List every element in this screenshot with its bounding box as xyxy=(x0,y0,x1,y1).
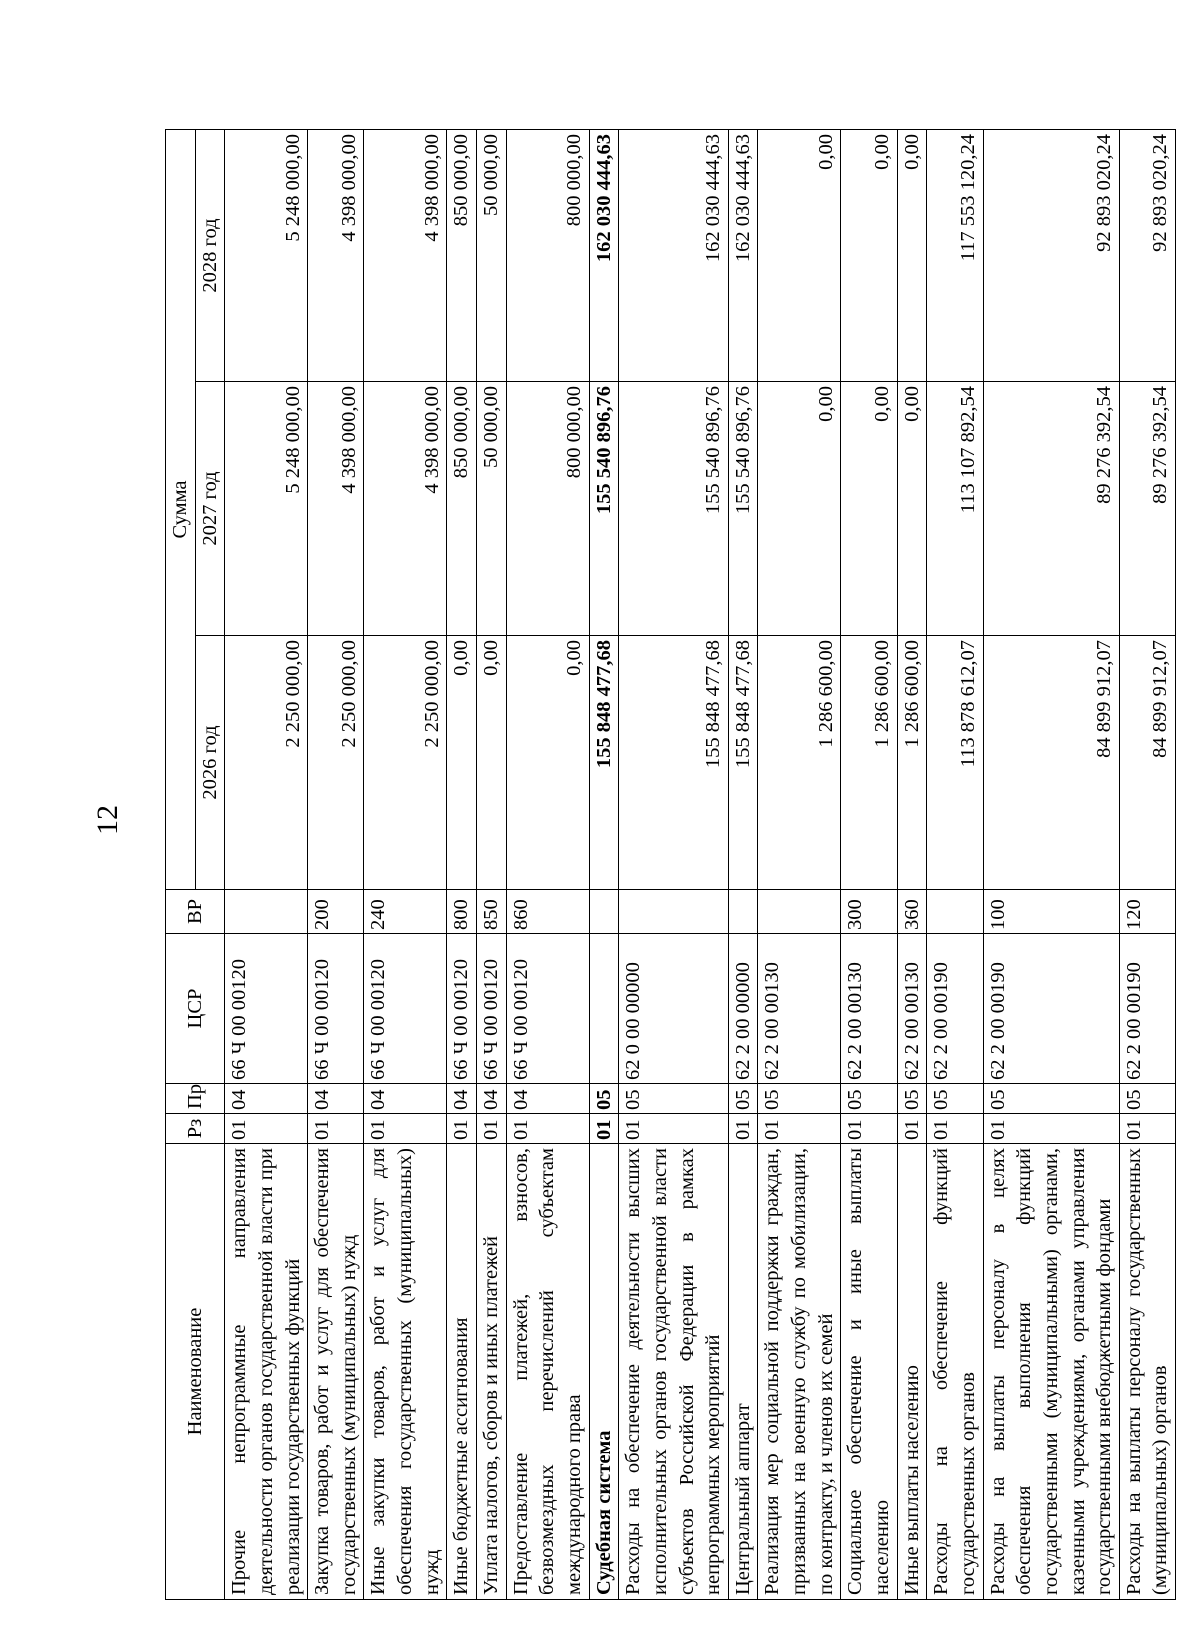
cell-2026: 155 848 477,68 xyxy=(728,636,758,890)
cell-name: Расходы на обеспечение функций государственных органов xyxy=(927,1144,983,1600)
cell-csr: 66 Ч 00 00120 xyxy=(447,934,477,1084)
cell-vr xyxy=(758,890,841,934)
header-vr: ВР xyxy=(166,890,225,934)
cell-rz: 01 xyxy=(841,1114,897,1144)
cell-vr xyxy=(619,890,729,934)
cell-2027: 800 000,00 xyxy=(506,382,589,636)
cell-csr: 62 2 00 00130 xyxy=(758,934,841,1084)
cell-vr: 860 xyxy=(506,890,589,934)
cell-2026: 2 250 000,00 xyxy=(308,636,364,890)
cell-rz: 01 xyxy=(758,1114,841,1144)
cell-name: Социальное обеспечение и иные выплаты населению xyxy=(841,1144,897,1600)
cell-2026: 1 286 600,00 xyxy=(758,636,841,890)
cell-name: Расходы на выплаты персоналу в целях обеспечения выполнения функций государственными (муниципальными) органами, казенными учреждениями, органами управления государственными внебюджетными фондами xyxy=(983,1144,1119,1600)
cell-2027: 155 540 896,76 xyxy=(619,382,729,636)
cell-2027: 5 248 000,00 xyxy=(225,382,308,636)
cell-vr xyxy=(589,890,619,934)
cell-pr: 04 xyxy=(447,1084,477,1114)
cell-2027: 89 276 392,54 xyxy=(983,382,1119,636)
header-year-2027: 2027 год xyxy=(195,382,225,636)
cell-csr: 62 2 00 00190 xyxy=(983,934,1119,1084)
cell-vr xyxy=(225,890,308,934)
cell-vr: 800 xyxy=(447,890,477,934)
table-body xyxy=(225,129,1176,1599)
cell-name: Предоставление платежей, взносов, безвозмездных перечислений субъектам международного права xyxy=(506,1144,589,1600)
cell-pr: 05 xyxy=(841,1084,897,1114)
cell-2028: 850 000,00 xyxy=(447,129,477,381)
cell-rz: 01 xyxy=(983,1114,1119,1144)
table-row xyxy=(841,129,897,1599)
cell-rz: 01 xyxy=(728,1114,758,1144)
cell-2028: 0,00 xyxy=(841,129,897,381)
cell-csr: 62 2 00 00190 xyxy=(1119,934,1175,1084)
cell-2026: 155 848 477,68 xyxy=(589,636,619,890)
cell-rz: 01 xyxy=(506,1114,589,1144)
cell-csr: 66 Ч 00 00120 xyxy=(308,934,364,1084)
cell-pr: 04 xyxy=(225,1084,308,1114)
table-row xyxy=(589,129,619,1599)
header-pr: Пр xyxy=(166,1084,225,1114)
header-csr: ЦСР xyxy=(166,934,225,1084)
cell-csr: 66 Ч 00 00120 xyxy=(364,934,447,1084)
cell-rz: 01 xyxy=(1119,1114,1175,1144)
cell-vr: 850 xyxy=(477,890,507,934)
cell-2026: 1 286 600,00 xyxy=(841,636,897,890)
cell-2027: 4 398 000,00 xyxy=(364,382,447,636)
budget-table xyxy=(165,129,1176,1600)
cell-rz: 01 xyxy=(619,1114,729,1144)
cell-csr xyxy=(589,934,619,1084)
header-name: Наименование xyxy=(166,1144,225,1600)
cell-csr: 66 Ч 00 00120 xyxy=(506,934,589,1084)
cell-pr: 05 xyxy=(983,1084,1119,1114)
cell-2027: 4 398 000,00 xyxy=(308,382,364,636)
cell-rz: 01 xyxy=(927,1114,983,1144)
cell-2027: 0,00 xyxy=(841,382,897,636)
cell-pr: 04 xyxy=(308,1084,364,1114)
cell-2028: 5 248 000,00 xyxy=(225,129,308,381)
cell-2026: 2 250 000,00 xyxy=(225,636,308,890)
cell-csr: 62 0 00 00000 xyxy=(619,934,729,1084)
cell-vr xyxy=(728,890,758,934)
cell-rz: 01 xyxy=(364,1114,447,1144)
table-row xyxy=(927,129,983,1599)
cell-2026: 113 878 612,07 xyxy=(927,636,983,890)
cell-2027: 0,00 xyxy=(897,382,927,636)
cell-vr: 240 xyxy=(364,890,447,934)
table-row xyxy=(728,129,758,1599)
header-year-2028: 2028 год xyxy=(195,129,225,381)
cell-rz: 01 xyxy=(589,1114,619,1144)
rotated-page-content xyxy=(165,130,1172,1600)
cell-2026: 84 899 912,07 xyxy=(983,636,1119,890)
cell-rz: 01 xyxy=(477,1114,507,1144)
cell-2027: 0,00 xyxy=(758,382,841,636)
header-year-2026: 2026 год xyxy=(195,636,225,890)
header-sum: Сумма xyxy=(166,129,196,889)
cell-vr xyxy=(927,890,983,934)
cell-csr: 62 2 00 00190 xyxy=(927,934,983,1084)
page-number: 12 xyxy=(91,805,124,835)
cell-2027: 155 540 896,76 xyxy=(589,382,619,636)
cell-rz: 01 xyxy=(308,1114,364,1144)
table-row xyxy=(758,129,841,1599)
cell-vr: 360 xyxy=(897,890,927,934)
cell-2028: 0,00 xyxy=(758,129,841,381)
cell-pr: 04 xyxy=(364,1084,447,1114)
cell-name: Закупка товаров, работ и услуг для обеспечения государственных (муниципальных) нужд xyxy=(308,1144,364,1600)
table-row xyxy=(308,129,364,1599)
table-row xyxy=(506,129,589,1599)
cell-2027: 113 107 892,54 xyxy=(927,382,983,636)
cell-rz: 01 xyxy=(225,1114,308,1144)
cell-2027: 50 000,00 xyxy=(477,382,507,636)
cell-vr: 100 xyxy=(983,890,1119,934)
cell-2028: 92 893 020,24 xyxy=(983,129,1119,381)
cell-csr: 62 2 00 00130 xyxy=(897,934,927,1084)
table-header xyxy=(166,129,225,1599)
cell-2028: 800 000,00 xyxy=(506,129,589,381)
table-row xyxy=(225,129,308,1599)
cell-2027: 89 276 392,54 xyxy=(1119,382,1175,636)
cell-2026: 155 848 477,68 xyxy=(619,636,729,890)
cell-2027: 850 000,00 xyxy=(447,382,477,636)
cell-2028: 50 000,00 xyxy=(477,129,507,381)
cell-name: Иные выплаты населению xyxy=(897,1144,927,1600)
header-rz: Рз xyxy=(166,1114,225,1144)
cell-2026: 1 286 600,00 xyxy=(897,636,927,890)
table-row xyxy=(447,129,477,1599)
cell-name: Реализация мер социальной поддержки граждан, призванных на военную службу по мобилизации, по контракту, и членов их семей xyxy=(758,1144,841,1600)
cell-2028: 92 893 020,24 xyxy=(1119,129,1175,381)
cell-vr: 120 xyxy=(1119,890,1175,934)
cell-name: Иные бюджетные ассигнования xyxy=(447,1144,477,1600)
cell-name: Расходы на выплаты персоналу государственных (муниципальных) органов xyxy=(1119,1144,1175,1600)
cell-name: Судебная система xyxy=(589,1144,619,1600)
cell-2028: 162 030 444,63 xyxy=(728,129,758,381)
cell-2026: 0,00 xyxy=(477,636,507,890)
table-row xyxy=(897,129,927,1599)
cell-csr: 66 Ч 00 00120 xyxy=(477,934,507,1084)
cell-vr: 200 xyxy=(308,890,364,934)
cell-pr: 04 xyxy=(506,1084,589,1114)
table-row xyxy=(619,129,729,1599)
cell-2028: 162 030 444,63 xyxy=(589,129,619,381)
cell-2027: 155 540 896,76 xyxy=(728,382,758,636)
cell-name: Уплата налогов, сборов и иных платежей xyxy=(477,1144,507,1600)
table-row xyxy=(983,129,1119,1599)
cell-name: Расходы на обеспечение деятельности высших исполнительных органов государственной власти субъектов Российской Федерации в рамках непрограммных мероприятий xyxy=(619,1144,729,1600)
table-row xyxy=(1119,129,1175,1599)
table-row xyxy=(364,129,447,1599)
cell-pr: 05 xyxy=(728,1084,758,1114)
cell-name: Иные закупки товаров, работ и услуг для обеспечения государственных (муниципальных) нужд xyxy=(364,1144,447,1600)
cell-pr: 05 xyxy=(589,1084,619,1114)
cell-2026: 84 899 912,07 xyxy=(1119,636,1175,890)
cell-2026: 0,00 xyxy=(447,636,477,890)
cell-pr: 05 xyxy=(897,1084,927,1114)
cell-2028: 117 553 120,24 xyxy=(927,129,983,381)
cell-pr: 05 xyxy=(927,1084,983,1114)
cell-2028: 162 030 444,63 xyxy=(619,129,729,381)
cell-2028: 4 398 000,00 xyxy=(308,129,364,381)
cell-pr: 05 xyxy=(758,1084,841,1114)
cell-csr: 62 2 00 00130 xyxy=(841,934,897,1084)
cell-2028: 4 398 000,00 xyxy=(364,129,447,381)
cell-name: Прочие непрограммные направления деятельности органов государственной власти при реализации государственных функций xyxy=(225,1144,308,1600)
table-row xyxy=(477,129,507,1599)
cell-rz: 01 xyxy=(447,1114,477,1144)
cell-name: Центральный аппарат xyxy=(728,1144,758,1600)
cell-pr: 05 xyxy=(1119,1084,1175,1114)
cell-csr: 62 2 00 00000 xyxy=(728,934,758,1084)
cell-2028: 0,00 xyxy=(897,129,927,381)
cell-2026: 0,00 xyxy=(506,636,589,890)
cell-pr: 04 xyxy=(477,1084,507,1114)
cell-vr: 300 xyxy=(841,890,897,934)
cell-csr: 66 Ч 00 00120 xyxy=(225,934,308,1084)
cell-rz: 01 xyxy=(897,1114,927,1144)
cell-2026: 2 250 000,00 xyxy=(364,636,447,890)
cell-pr: 05 xyxy=(619,1084,729,1114)
